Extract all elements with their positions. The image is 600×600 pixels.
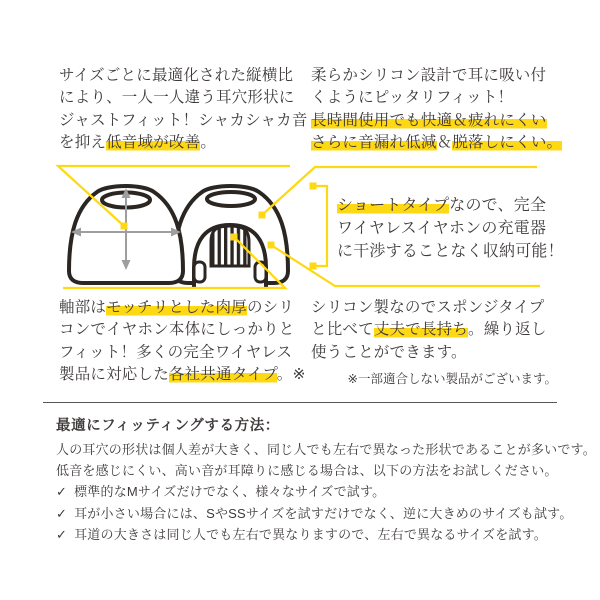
text-segment: ジャストフィット！シャカシャカ音 (59, 111, 308, 129)
text-segment: のシリ (246, 299, 295, 316)
feature-size-fit-text (59, 65, 308, 155)
text-segment: サイズごとに最適化された縦横比 (59, 67, 294, 84)
text-segment: 。 (200, 134, 217, 152)
text-segment: くようにピッタリフィット！ (311, 89, 514, 107)
text-line (59, 65, 308, 87)
text-segment: 使うことができます。 (311, 343, 467, 361)
leader-dot-right-lower (268, 242, 275, 249)
text-segment: 。※ (276, 366, 306, 384)
highlighted-text: ショートタイプ (337, 197, 450, 214)
highlighted-text: モッチリとした肉厚 (106, 299, 247, 316)
text-segment: 軸部は (59, 299, 107, 316)
checklist-item (56, 524, 573, 546)
text-segment: フィット！多くの完全ワイヤレス (59, 343, 293, 361)
text-line (311, 110, 562, 132)
paragraph-line: 低音を感じにくい、高い音が耳障りに感じる場合は、以下の方法をお試しください。 (56, 462, 558, 478)
text-segment: 製品に対応した (59, 366, 169, 384)
bracket-dot-bottom (310, 263, 317, 270)
feature-stem-text (59, 297, 306, 387)
highlighted-text: 長時間使用でも快適＆疲れにくい (311, 111, 547, 129)
bracket-dot-top (310, 183, 317, 190)
feature-durable-text (311, 297, 547, 364)
feature-short-type-text (337, 194, 564, 263)
text-segment: 。繰り返し (468, 321, 547, 339)
checklist-item-text: 標準的なMサイズだけでなく、様々なサイズで試す。 (74, 484, 386, 499)
feature-soft-silicone-text (311, 65, 562, 155)
text-segment: シリコン製なのでスポンジタイプ (311, 299, 545, 316)
highlighted-text: 丈夫で長持ち (373, 321, 469, 339)
text-line (59, 87, 308, 109)
leader-dot-left-center (121, 223, 128, 230)
checklist-item-text: 耳が小さい場合には、SやSSサイズを試すだけでなく、逆に大きめのサイズも試す。 (74, 505, 573, 521)
text-line (59, 132, 308, 154)
divider-line (43, 402, 557, 403)
text-segment: ワイヤレスイヤホンの充電器 (337, 220, 547, 237)
skirt-rim-left (194, 262, 205, 282)
right-eartip-opening (207, 192, 255, 206)
text-line (59, 110, 308, 132)
checklist-item-text: 耳道の大きさは同じ人でも左右で異なりますので、左右で異なるサイズを試す。 (74, 527, 547, 543)
text-line (337, 217, 564, 240)
text-line (59, 319, 306, 341)
text-line (311, 87, 562, 109)
text-segment: ＆ (436, 134, 453, 152)
text-segment: に干渉することなく収納可能！ (337, 243, 564, 260)
checklist-item (56, 481, 573, 503)
text-line (311, 132, 562, 154)
checkmark-icon: ✓ (56, 527, 68, 543)
leader-dot-stem (231, 234, 238, 241)
text-segment: を抑え (59, 134, 107, 152)
text-line (337, 240, 564, 263)
leader-dot-right-upper (259, 212, 266, 219)
text-segment: により、一人一人違う耳穴形状に (59, 89, 295, 107)
text-segment: と比べて (311, 321, 374, 339)
text-line (311, 342, 547, 364)
text-line (311, 319, 547, 341)
highlighted-text: 低音域が改善 (106, 134, 201, 152)
highlighted-text: 脱落しにくい。 (452, 134, 563, 152)
paragraph-line: 人の耳穴の形状は個人差が大きく、同じ人でも左右で異なった形状であることが多いです。 (56, 442, 596, 457)
eartip-dimension-drawing (69, 186, 183, 283)
fitting-method-paragraph (56, 440, 596, 481)
fitting-tips-checklist (56, 481, 573, 546)
text-line (59, 364, 306, 386)
highlighted-text: 各社共通タイプ (168, 366, 277, 384)
text-line (311, 65, 562, 87)
text-segment: 柔らかシリコン設計で耳に吸い付 (311, 67, 547, 84)
checkmark-icon: ✓ (56, 505, 68, 521)
checkmark-icon: ✓ (56, 484, 68, 499)
fitting-method-heading: 最適にフィッティングする方法： (56, 418, 280, 434)
text-line (337, 194, 564, 217)
compatibility-note: ※一部適合しない製品がございます。 (347, 372, 557, 386)
text-segment: なので、完全 (449, 197, 547, 214)
bracket-short-type (313, 186, 327, 266)
text-segment: コンでイヤホン本体にしっかりと (59, 321, 295, 339)
text-line (59, 297, 306, 319)
checklist-item (56, 503, 573, 525)
text-line (59, 342, 306, 364)
highlighted-text: さらに音漏れ低減 (311, 134, 437, 152)
text-line (311, 297, 547, 319)
